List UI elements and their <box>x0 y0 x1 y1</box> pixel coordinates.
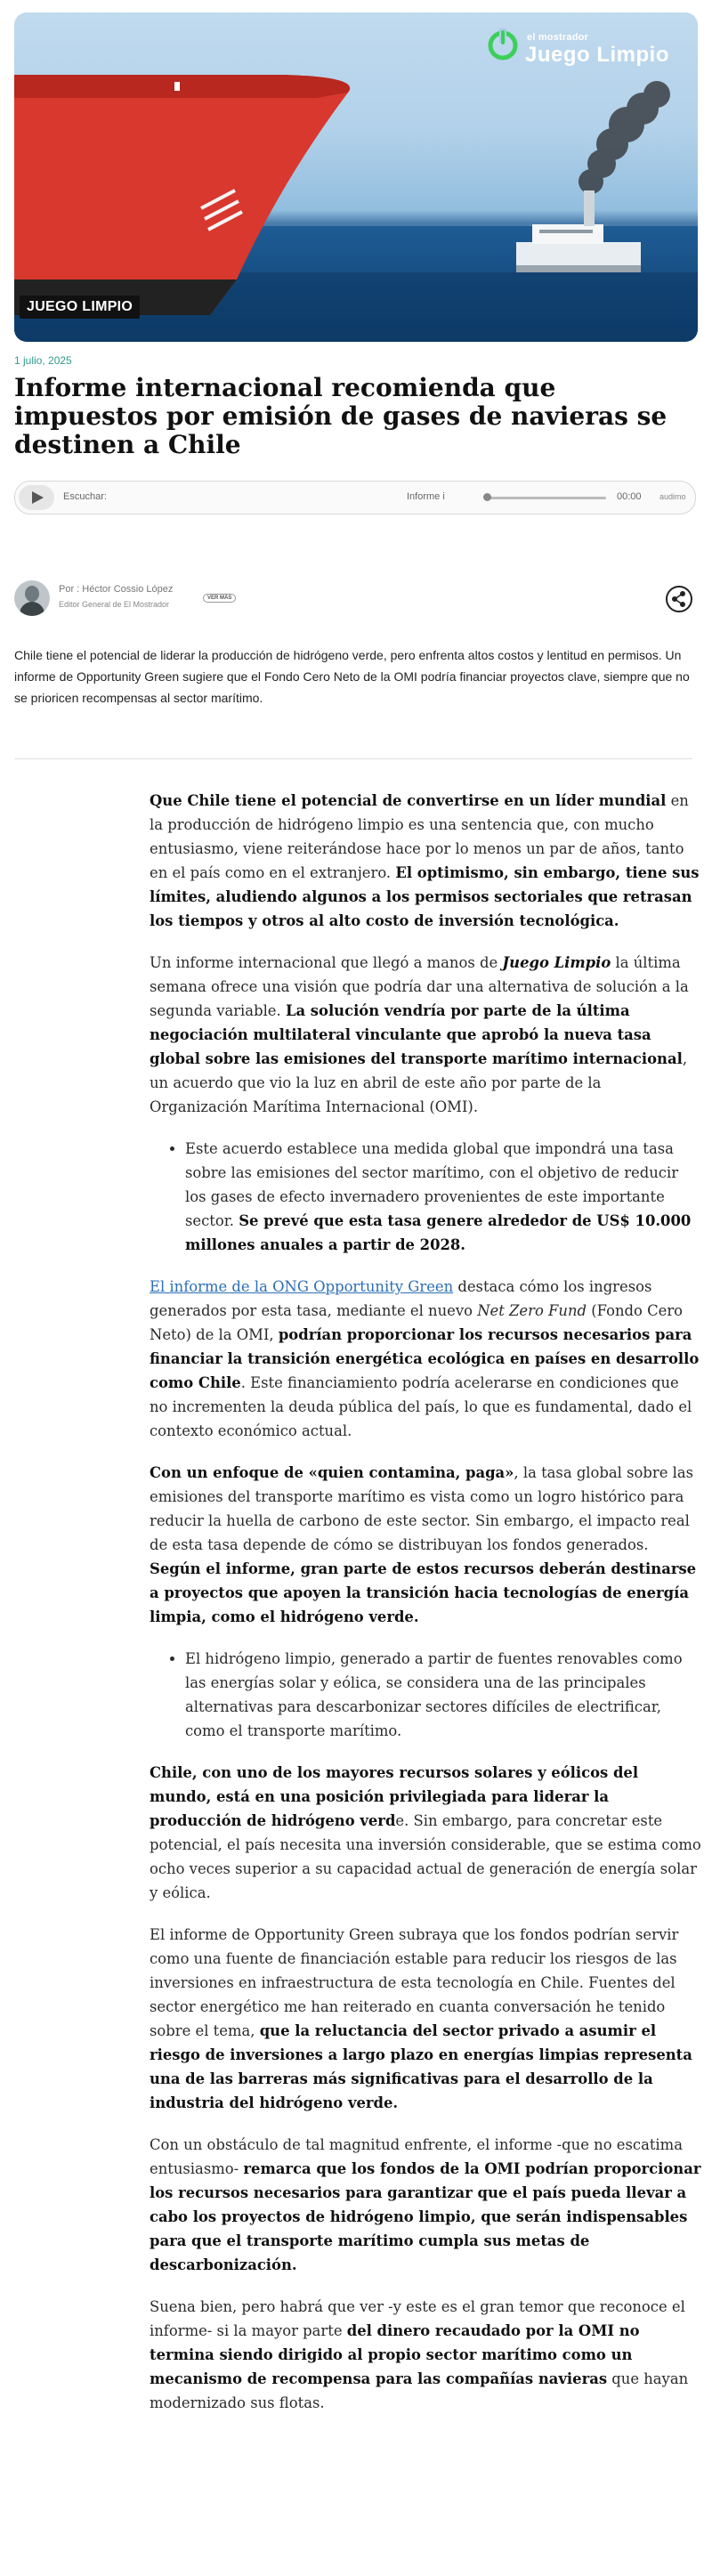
bold-text: del dinero recaudado por la OMI no termina siendo dirigido al propio sector marítimo como un mecanismo de recompensa para las compañías navieras <box>150 2322 640 2387</box>
audio-label: Escuchar: <box>63 491 107 502</box>
audio-progress-knob[interactable] <box>483 493 491 501</box>
audio-progress-track[interactable] <box>485 497 606 499</box>
bold-text: El optimismo, sin embargo, tiene sus límites, aludiendo algunos a los permisos sectoriales que retrasan los tiempos y otros al alto costo de inversión tecnológica. <box>150 864 700 929</box>
hero-image <box>14 12 698 342</box>
list-item <box>185 1647 701 1743</box>
text: . Este financiamiento podría acelerarse en condiciones que no incrementen la deuda pública del país, lo que es fundamental, dado el contexto económico actual. <box>150 1374 692 1439</box>
report-link[interactable]: El informe de la ONG Opportunity Green <box>150 1278 454 1295</box>
text: , un acuerdo que vio la luz en abril de este año por parte de la Organización Marítima Internacional (OMI). <box>150 1050 688 1115</box>
text: la última semana ofrece una visión que podría dar una alternativa de solución a la segunda variable. <box>150 954 689 1019</box>
brand-logo[interactable] <box>486 28 682 73</box>
text: (Fondo Cero Neto) de la OMI, <box>150 1302 684 1343</box>
body-paragraph <box>150 1923 701 2115</box>
text: que hayan modernizado sus flotas. <box>150 2370 689 2411</box>
text: e. Sin embargo, para concretar este potencial, el país necesita una inversión considerable, que se estima como ocho veces superior a su capacidad actual de generación de energía solar y eólica. <box>150 1812 701 1901</box>
brand-name: Juego Limpio <box>525 43 669 67</box>
bullet-list <box>150 1137 701 1257</box>
audio-time: 00:00 <box>617 491 642 502</box>
audio-track-title: Informe i <box>407 491 445 502</box>
bold-text: Con un enfoque de «quien contamina, paga» <box>150 1464 514 1481</box>
text: Este acuerdo establece una medida global que impondrá una tasa sobre las emisiones del sector marítimo, con el objetivo de reducir los gases de efecto invernadero provenientes de este importante sector. <box>185 1140 679 1229</box>
divider <box>14 758 692 759</box>
text: Un informe internacional que llegó a manos de <box>150 954 503 971</box>
bold-text: Según el informe, gran parte de estos recursos deberán destinarse a proyectos que apoyen la transición hacia tecnologías de energía limpia, como el hidrógeno verde. <box>150 1560 697 1625</box>
bold-text: Chile, con uno de los mayores recursos solares y eólicos del mundo, está en una posición privilegiada para liderar la producción de hidrógeno verd <box>150 1764 639 1829</box>
text: El informe de Opportunity Green subraya que los fondos podrían servir como una fuente de financiación estable para reducir los riesgos de las inversiones en infraestructura de esta tecnología en Chile. Fuentes del sector energético me han reiterado en cuanta conversación he tenido sobre el tema, <box>150 1926 679 2039</box>
text: Con un obstáculo de tal magnitud enfrente, el informe -que no escatima entusiasmo- <box>150 2136 683 2177</box>
text: El hidrógeno limpio, generado a partir de fuentes renovables como las energías solar y eólica, se considera una de las principales alternativas para descarbonizar sectores difíciles de electrificar, como el transporte marítimo. <box>185 1650 683 1739</box>
list-item <box>185 1137 701 1257</box>
italic-text: Net Zero Fund <box>477 1302 587 1319</box>
brand-top-text: el mostrador <box>527 32 589 43</box>
article-date: 1 julio, 2025 <box>14 354 72 367</box>
article-title: Informe internacional recomienda que impuestos por emisión de gases de navieras se destinen a Chile <box>14 373 668 459</box>
bold-text: Se prevé que esta tasa genere alrededor de US$ 10.000 millones anuales a partir de 2028. <box>185 1212 692 1253</box>
bold-text: que la reluctancia del sector privado a asumir el riesgo de inversiones a largo plazo en energías limpias representa una de las barreras más significativas para el desarrollo de la industria del hidrógeno verde. <box>150 2022 692 2111</box>
share-icon <box>668 587 691 611</box>
article-body <box>150 789 701 2433</box>
bold-text: La solución vendría por parte de la última negociación multilateral vinculante que aprobó la nueva tasa global sobre las emisiones del transporte marítimo internacional <box>150 1002 683 1067</box>
play-button[interactable] <box>19 485 54 510</box>
author-role: Editor General de El Mostrador <box>59 600 170 609</box>
text: Suena bien, pero habrá que ver -y este es el gran temor que reconoce el informe- si la mayor parte <box>150 2298 685 2339</box>
body-paragraph <box>150 1275 701 1443</box>
audio-player <box>14 481 696 514</box>
power-icon <box>486 28 520 62</box>
text: , la tasa global sobre las emisiones del transporte marítimo es vista como un logro histórico para reducir la huella de carbono de este sector. Sin embargo, el impacto real de esta tasa depende de cómo se distribuyan los fondos generados. <box>150 1464 694 1553</box>
bold-text: remarca que los fondos de la OMI podrían proporcionar los recursos necesarios para garantizar que el país pueda llevar a cabo los proyectos de hidrógeno limpio, que serán indispensables para que el transporte marítimo cumpla sus metas de descarbonización. <box>150 2160 701 2273</box>
share-button[interactable] <box>666 586 692 612</box>
bold-italic-text: Juego Limpio <box>502 954 611 971</box>
bullet-list <box>150 1647 701 1743</box>
bold-text: Que Chile tiene el potencial de convertirse en un líder mundial <box>150 792 667 809</box>
audio-provider[interactable]: audimo <box>659 492 686 501</box>
bold-text: podrían proporcionar los recursos necesarios para financiar la transición energética ecológica en países en desarrollo como Chile <box>150 1326 700 1391</box>
author-avatar[interactable] <box>14 580 50 616</box>
body-paragraph <box>150 1461 701 1629</box>
body-paragraph <box>150 2295 701 2415</box>
body-paragraph <box>150 1761 701 1905</box>
text: destaca cómo los ingresos generados por esta tasa, mediante el nuevo <box>150 1278 652 1319</box>
article-summary: Chile tiene el potencial de liderar la producción de hidrógeno verde, pero enfrenta altos costos y lentitud en permisos. Un informe de Opportunity Green sugiere que el Fondo Cero Neto de la OMI podría financiar proyectos clave, siempre que no se prioricen recompensas al sector marítimo. <box>14 648 690 705</box>
ver-mas-button[interactable]: VER MÁS <box>203 594 236 603</box>
body-paragraph <box>150 789 701 933</box>
body-paragraph <box>150 951 701 1119</box>
body-paragraph <box>150 2133 701 2277</box>
author-byline[interactable]: Por : Héctor Cossio López <box>59 584 174 595</box>
text: en la producción de hidrógeno limpio es una sentencia que, con mucho entusiasmo, viene reiterándose hace por lo menos un par de años, tanto en el país como en el extranjero. <box>150 792 689 881</box>
section-badge[interactable]: JUEGO LIMPIO <box>20 296 140 319</box>
